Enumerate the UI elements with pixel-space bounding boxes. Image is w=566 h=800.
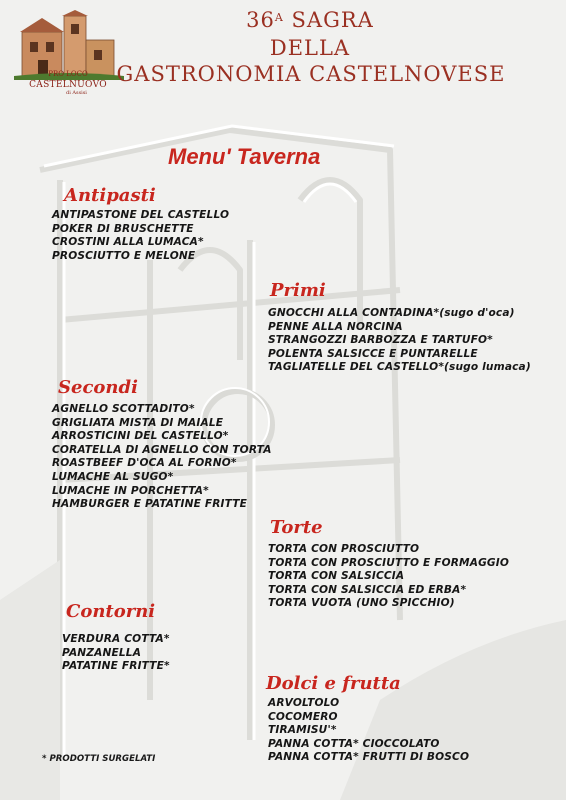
list-item: POKER DI BRUSCHETTE: [52, 222, 194, 235]
logo-subtext: di Assisi: [66, 90, 87, 96]
section-title-contorni: Contorni: [66, 601, 156, 622]
list-item: PANNA COTTA* FRUTTI DI BOSCO: [268, 751, 470, 764]
list-item: PATATINE FRITTE*: [62, 660, 170, 673]
menu-title: Menu' Taverna: [168, 144, 321, 169]
list-item: TIRAMISU'*: [268, 724, 337, 737]
list-item: TORTA CON SALSICCIA ED ERBA*: [268, 583, 467, 596]
section-title-secondi: Secondi: [58, 377, 138, 398]
list-primi: [268, 307, 531, 375]
section-title-dolci: Dolci e frutta: [266, 673, 401, 694]
list-item: AGNELLO SCOTTADITO*: [52, 403, 195, 415]
list-item: VERDURA COTTA*: [62, 633, 170, 645]
logo-top-text: PRO LOCO: [48, 70, 88, 78]
title-word: SAGRA: [291, 8, 374, 32]
list-item: ARVOLTOLO: [268, 697, 340, 709]
list-item: CORATELLA DI AGNELLO CON TORTA: [52, 443, 272, 456]
list-item: PANNA COTTA* CIOCCOLATO: [268, 737, 440, 750]
list-item: LUMACHE AL SUGO*: [52, 470, 174, 483]
list-item: LUMACHE IN PORCHETTA*: [52, 484, 209, 497]
section-title-torte: Torte: [270, 517, 323, 538]
list-item: TORTA CON PROSCIUTTO: [268, 543, 420, 555]
title-line-3: GASTRONOMIA CASTELNOVESE: [116, 62, 506, 86]
title-number: 36: [246, 8, 275, 32]
list-item: PANZANELLA: [62, 646, 142, 659]
list-item: TAGLIATELLE DEL CASTELLO*(sugo lumaca): [268, 361, 531, 374]
section-title-primi: Primi: [270, 280, 326, 301]
list-item: PENNE ALLA NORCINA: [268, 320, 403, 333]
list-item: TORTA VUOTA (UNO SPICCHIO): [268, 597, 455, 610]
list-contorni: [62, 633, 170, 674]
list-item: CROSTINI ALLA LUMACA*: [52, 236, 204, 249]
list-item: TORTA CON PROSCIUTTO E FORMAGGIO: [268, 556, 510, 569]
list-item: ARROSTICINI DEL CASTELLO*: [52, 430, 229, 443]
list-item: GRIGLIATA MISTA DI MAIALE: [52, 416, 224, 429]
list-item: POLENTA SALSICCE E PUNTARELLE: [268, 347, 478, 360]
list-torte: [268, 543, 509, 611]
list-item: STRANGOZZI BARBOZZA E TARTUFO*: [268, 334, 493, 347]
list-item: HAMBURGER E PATATINE FRITTE: [52, 498, 247, 511]
title-ordinal: A: [274, 11, 284, 24]
list-antipasti: [52, 209, 229, 263]
section-title-antipasti: Antipasti: [64, 185, 156, 206]
list-item: TORTA CON SALSICCIA: [268, 570, 405, 583]
list-item: ANTIPASTONE DEL CASTELLO: [52, 209, 230, 221]
footnote-frozen-products: * PRODOTTI SURGELATI: [42, 754, 156, 764]
list-item: PROSCIUTTO E MELONE: [52, 249, 196, 262]
list-item: COCOMERO: [268, 710, 338, 723]
list-item: ROASTBEEF D'OCA AL FORNO*: [52, 457, 237, 470]
list-dolci: [268, 697, 469, 765]
logo-name: CASTELNUOVO: [29, 80, 107, 90]
list-secondi: [52, 403, 272, 512]
list-item: GNOCCHI ALLA CONTADINA*(sugo d'oca): [268, 307, 515, 319]
title-line-1: [100, 8, 520, 32]
title-line-2: DELLA: [269, 36, 351, 60]
